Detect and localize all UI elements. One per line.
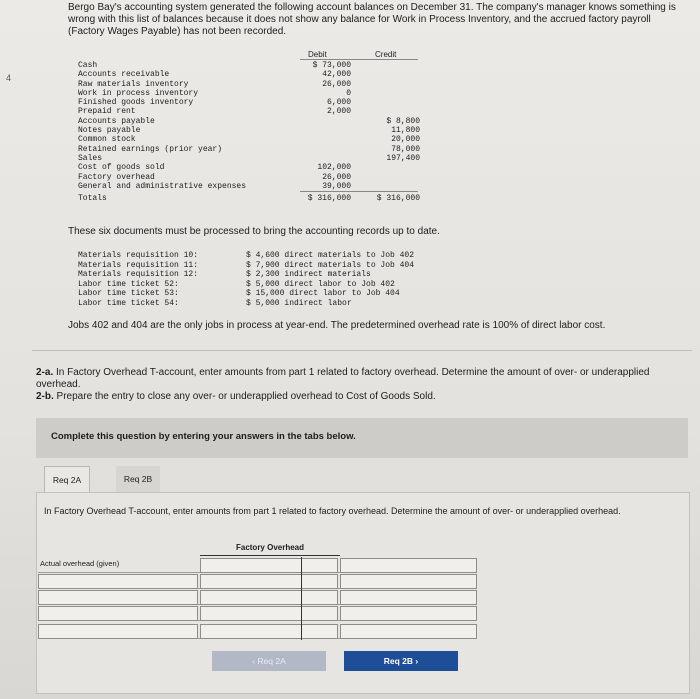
question-2a	[36, 367, 686, 391]
document-row	[78, 261, 458, 271]
ledger-row	[78, 154, 438, 163]
debit-value: 6,000	[326, 98, 351, 108]
ledger-row	[78, 126, 438, 135]
question-2a-label: 2-a.	[36, 367, 54, 378]
document-label: Materials requisition 12:	[78, 270, 199, 279]
left-label-input[interactable]	[38, 590, 198, 605]
ledger-row	[78, 163, 438, 172]
ledger-row	[78, 182, 438, 191]
account-name: Finished goods inventory	[78, 98, 194, 108]
debit-value: 0	[346, 88, 351, 98]
t-account-top-rule	[200, 555, 340, 556]
t-account-divider	[301, 557, 302, 640]
account-name: Accounts payable	[78, 116, 155, 126]
document-label: Materials requisition 10:	[78, 251, 199, 260]
prev-button-label: Req 2A	[257, 656, 286, 666]
row-label-cell	[38, 558, 196, 571]
six-documents-text: These six documents must be processed to bring the accounting records up to date.	[68, 226, 440, 237]
ledger-row	[78, 145, 438, 154]
account-name: Accounts receivable	[78, 70, 170, 80]
document-label: Labor time ticket 53:	[78, 289, 179, 298]
credit-amount-input[interactable]	[340, 558, 477, 573]
account-name: Retained earnings (prior year)	[78, 144, 223, 154]
documents-list	[78, 251, 458, 308]
next-button[interactable]: Req 2B ›	[344, 651, 458, 671]
question-2b	[36, 391, 686, 403]
account-name: Sales	[78, 153, 103, 163]
account-name: Cash	[78, 61, 98, 70]
account-name: Factory overhead	[78, 172, 155, 182]
complete-banner	[36, 418, 688, 458]
ledger-rows	[78, 61, 438, 203]
ledger-row	[78, 98, 438, 107]
document-label: Materials requisition 11:	[78, 260, 199, 270]
debit-amount-input[interactable]	[200, 590, 338, 605]
document-detail: $ 15,000 direct labor to Job 404	[246, 289, 400, 298]
ledger-row	[78, 173, 438, 182]
jobs-text: Jobs 402 and 404 are the only jobs in process at year-end. The predetermined overhead rate is 100% of direct labor cost.	[68, 320, 606, 331]
account-name: Cost of goods sold	[78, 163, 165, 173]
document-detail: $ 2,300 indirect materials	[246, 270, 371, 279]
question-2b-label: 2-b.	[36, 391, 54, 402]
left-label-input[interactable]	[38, 624, 198, 639]
debit-value: 42,000	[322, 70, 351, 80]
debit-header: Debit	[308, 50, 327, 59]
document-label: Labor time ticket 54:	[78, 298, 179, 308]
document-detail: $ 5,000 indirect labor	[246, 298, 352, 308]
account-name: Work in process inventory	[78, 88, 199, 98]
credit-amount-input[interactable]	[340, 624, 477, 639]
account-name: Totals	[78, 194, 107, 204]
ledger-row	[78, 61, 438, 70]
account-name: Common stock	[78, 135, 136, 145]
credit-value: $ 316,000	[376, 194, 420, 204]
document-detail: $ 5,000 direct labor to Job 402	[246, 279, 395, 289]
document-row	[78, 289, 458, 299]
panel-instruction: In Factory Overhead T-account, enter amounts from part 1 related to factory overhead. Determine the amount of over- or underapplied overhead.	[44, 506, 621, 516]
document-detail: $ 7,900 direct materials to Job 404	[246, 260, 415, 270]
t-account-row	[38, 623, 475, 639]
t-account-row	[38, 605, 475, 621]
debit-amount-input[interactable]	[200, 606, 338, 621]
credit-value: $ 8,800	[386, 116, 420, 126]
debit-value: 39,000	[322, 181, 351, 191]
complete-banner-text: Complete this question by entering your answers in the tabs below.	[51, 431, 356, 442]
credit-value: 78,000	[391, 144, 420, 154]
account-name: Notes payable	[78, 126, 141, 136]
tab-req-2b[interactable]: Req 2B	[116, 466, 160, 492]
account-name: General and administrative expenses	[78, 181, 247, 191]
credit-amount-input[interactable]	[340, 574, 477, 589]
totals-row	[78, 194, 438, 203]
document-row	[78, 270, 458, 280]
header-rule	[300, 59, 418, 60]
question-2a-text: In Factory Overhead T-account, enter amounts from part 1 related to factory overhead. Determine the amount of over- or underapplied overhead.	[36, 367, 650, 390]
intro-text: Bergo Bay's accounting system generated the following account balances on December 31. The company's manager knows something is wrong with this list of balances because it does not show any balance for Work in Process Inventory, and the accrued factory payroll (Factory Wages Payable) has not been recorded.	[68, 2, 676, 37]
debit-value: $ 316,000	[307, 194, 351, 204]
question-text	[36, 367, 686, 403]
credit-value: 197,400	[386, 153, 420, 163]
account-name: Raw materials inventory	[78, 79, 189, 89]
question-2b-text: Prepare the entry to close any over- or underapplied overhead to Cost of Goods Sold.	[53, 391, 436, 402]
ledger-row	[78, 80, 438, 89]
t-account-row	[38, 589, 475, 605]
debit-amount-input[interactable]	[200, 558, 338, 573]
debit-value: 26,000	[322, 79, 351, 89]
debit-amount-input[interactable]	[200, 574, 338, 589]
next-button-label: Req 2B	[383, 656, 414, 666]
credit-amount-input[interactable]	[340, 606, 477, 621]
actual-overhead-label: Actual overhead (given)	[40, 559, 120, 568]
credit-amount-input[interactable]	[340, 590, 477, 605]
account-name: Prepaid rent	[78, 107, 136, 117]
left-label-input[interactable]	[38, 574, 198, 589]
tab-req-2a[interactable]: Req 2A	[44, 466, 90, 493]
ledger-row	[78, 89, 438, 98]
document-row	[78, 299, 458, 309]
left-label-input[interactable]	[38, 606, 198, 621]
debit-value: 2,000	[326, 107, 351, 117]
debit-value: $ 73,000	[312, 61, 351, 70]
ledger-row	[78, 117, 438, 126]
t-account-row	[38, 573, 475, 589]
t-account-row	[38, 557, 475, 573]
t-account-title: Factory Overhead	[235, 543, 305, 552]
ledger-row	[78, 70, 438, 79]
credit-value: 20,000	[391, 135, 420, 145]
document-detail: $ 4,600 direct materials to Job 402	[246, 251, 415, 260]
debit-value: 26,000	[322, 172, 351, 182]
credit-value: 11,800	[391, 126, 420, 136]
document-label: Labor time ticket 52:	[78, 279, 179, 289]
ledger-row	[78, 107, 438, 116]
document-row	[78, 251, 458, 261]
prev-button[interactable]: ‹ Req 2A	[212, 651, 326, 671]
ledger-row	[78, 135, 438, 144]
section-divider	[32, 350, 692, 351]
margin-mark: 4	[6, 73, 12, 83]
debit-amount-input[interactable]	[200, 624, 338, 639]
credit-header: Credit	[375, 50, 397, 59]
document-row	[78, 280, 458, 290]
debit-value: 102,000	[317, 163, 351, 173]
